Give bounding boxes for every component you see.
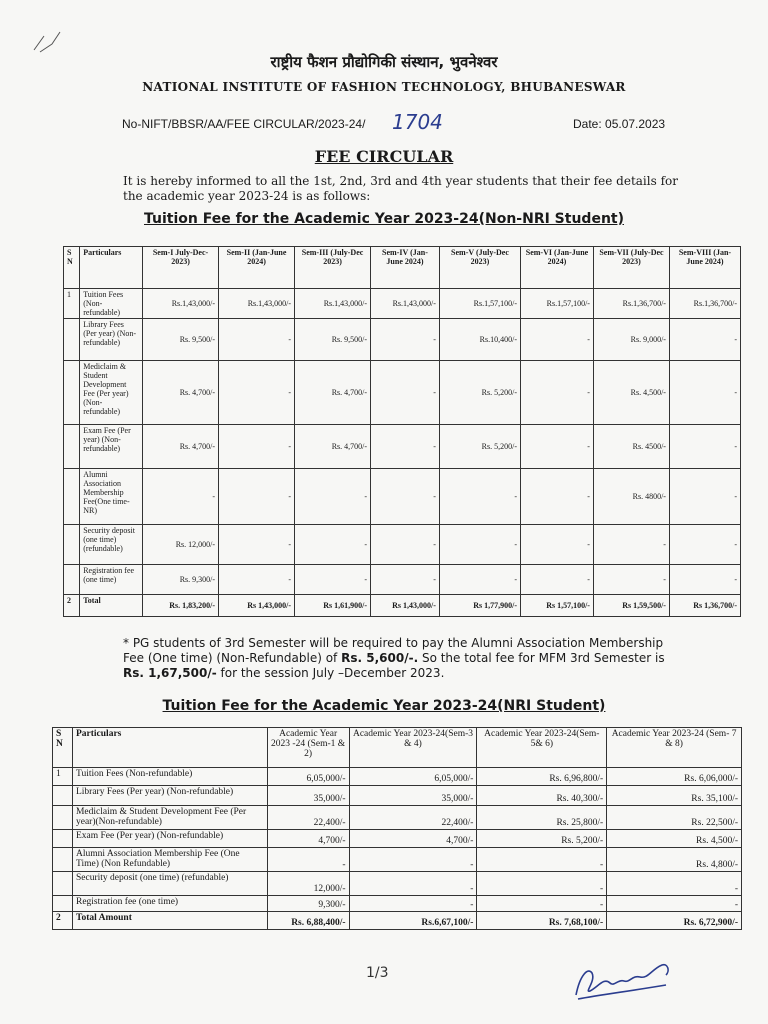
row-particular: Tuition Fees (Non-refundable) — [72, 768, 267, 786]
fee-cell: - — [607, 896, 742, 912]
row-particular: Registration fee (one time) — [80, 565, 143, 595]
fee-cell: - — [371, 469, 440, 525]
fee-cell: - — [593, 525, 669, 565]
table-row — [53, 768, 742, 786]
handwritten-number: 1704 — [392, 110, 443, 134]
table-header-row — [53, 728, 742, 768]
row-particular: Security deposit (one time) (refundable) — [80, 525, 143, 565]
fee-cell: Rs. 4,500/- — [593, 361, 669, 425]
fee-cell: Rs. 5,200/- — [477, 830, 607, 848]
column-header: Sem-VIII (Jan-June 2024) — [669, 247, 740, 289]
row-serial — [53, 806, 73, 830]
reference-number: No-NIFT/BBSR/AA/FEE CIRCULAR/2023-24/ — [122, 117, 366, 131]
fee-cell: - — [669, 565, 740, 595]
fee-cell: 6,05,000/- — [267, 768, 349, 786]
column-header: Sem-I July-Dec-2023) — [143, 247, 219, 289]
row-serial: 1 — [53, 768, 73, 786]
row-particular: Mediclaim & Student Development Fee (Per year)(Non-refundable) — [72, 806, 267, 830]
fee-cell: - — [439, 565, 520, 595]
fee-cell: - — [219, 319, 295, 361]
column-header: Sem-VI (Jan-June 2024) — [521, 247, 594, 289]
row-serial — [64, 425, 80, 469]
row-serial — [64, 469, 80, 525]
fee-cell: - — [477, 848, 607, 872]
table-row — [53, 830, 742, 848]
fee-cell: - — [371, 425, 440, 469]
total-label: Total — [80, 595, 143, 617]
fee-cell: Rs.1,43,000/- — [371, 289, 440, 319]
column-header: Sem-V (July-Dec 2023) — [439, 247, 520, 289]
pg-student-note — [123, 636, 683, 681]
fee-cell: Rs. 4,700/- — [143, 361, 219, 425]
total-cell: Rs 1,59,500/- — [593, 595, 669, 617]
fee-cell: Rs. 4,500/- — [607, 830, 742, 848]
note-text-2: So the total fee for MFM 3rd Semester is — [421, 651, 665, 665]
column-header: Sem-IV (Jan-June 2024) — [371, 247, 440, 289]
institute-hindi-name: राष्ट्रीय फैशन प्रौद्योगिकी संस्थान, भुवनेश्वर — [270, 53, 498, 71]
fee-cell: 9,300/- — [267, 896, 349, 912]
fee-cell: Rs. 35,100/- — [607, 786, 742, 806]
fee-cell: - — [477, 896, 607, 912]
row-serial: 1 — [64, 289, 80, 319]
nri-fee-table — [52, 727, 742, 930]
fee-cell: Rs. 4,700/- — [295, 361, 371, 425]
fee-cell: - — [593, 565, 669, 595]
fee-cell: Rs. 12,000/- — [143, 525, 219, 565]
total-row — [53, 912, 742, 930]
fee-cell: - — [607, 872, 742, 896]
total-cell: Rs 1,57,100/- — [521, 595, 594, 617]
column-header: Particulars — [72, 728, 267, 768]
fee-cell: Rs. 9,500/- — [143, 319, 219, 361]
total-cell: Rs. 7,68,100/- — [477, 912, 607, 930]
total-cell: Rs. 6,72,900/- — [607, 912, 742, 930]
row-particular: Library Fees (Per year) (Non-refundable) — [80, 319, 143, 361]
fee-cell: - — [371, 565, 440, 595]
fee-cell: - — [219, 469, 295, 525]
column-header: Sem-III (July-Dec 2023) — [295, 247, 371, 289]
fee-cell: - — [349, 872, 477, 896]
fee-cell: Rs.1,57,100/- — [521, 289, 594, 319]
total-cell: Rs. 6,88,400/- — [267, 912, 349, 930]
row-serial — [64, 525, 80, 565]
row-particular: Exam Fee (Per year) (Non-refundable) — [72, 830, 267, 848]
total-cell: Rs 1,36,700/- — [669, 595, 740, 617]
fee-cell: - — [669, 319, 740, 361]
column-header: Academic Year 2023-24(Sem-3 & 4) — [349, 728, 477, 768]
circular-date: Date: 05.07.2023 — [573, 117, 666, 131]
table-row — [64, 361, 741, 425]
fee-cell: Rs. 5,200/- — [439, 361, 520, 425]
table-row — [53, 786, 742, 806]
total-cell: Rs.6,67,100/- — [349, 912, 477, 930]
row-serial — [64, 319, 80, 361]
row-particular: Mediclaim & Student Development Fee (Per year)(Non-refundable) — [80, 361, 143, 425]
column-header: Academic Year 2023 -24 (Sem-1 & 2) — [267, 728, 349, 768]
row-particular: Library Fees (Per year) (Non-refundable) — [72, 786, 267, 806]
fee-cell: 35,000/- — [267, 786, 349, 806]
fee-cell: Rs. 9,500/- — [295, 319, 371, 361]
page-number: 1/3 — [366, 965, 389, 981]
fee-cell: - — [219, 565, 295, 595]
fee-cell: - — [521, 525, 594, 565]
fee-cell: 22,400/- — [267, 806, 349, 830]
total-cell: Rs 1,77,900/- — [439, 595, 520, 617]
note-amount-1: Rs. 5,600/-. — [341, 651, 419, 665]
note-text-3: for the session July –December 2023. — [220, 666, 445, 680]
fee-cell: Rs.1,43,000/- — [219, 289, 295, 319]
note-amount-2: Rs. 1,67,500/- — [123, 666, 217, 680]
row-serial — [53, 872, 73, 896]
fee-cell: 12,000/- — [267, 872, 349, 896]
fee-cell: - — [267, 848, 349, 872]
table-row — [64, 525, 741, 565]
row-serial — [64, 565, 80, 595]
fee-cell: - — [371, 361, 440, 425]
fee-cell: Rs.1,36,700/- — [593, 289, 669, 319]
column-header: S N — [64, 247, 80, 289]
circular-title: FEE CIRCULAR — [314, 147, 454, 166]
table-row — [64, 565, 741, 595]
fee-cell: - — [371, 319, 440, 361]
fee-cell: - — [521, 565, 594, 595]
non-nri-section-title: Tuition Fee for the Academic Year 2023-24(Non-NRI Student) — [144, 211, 624, 227]
fee-cell: - — [143, 469, 219, 525]
fee-cell: Rs.1,57,100/- — [439, 289, 520, 319]
signature-icon — [570, 955, 680, 1005]
fee-cell: - — [219, 425, 295, 469]
fee-cell: 4,700/- — [267, 830, 349, 848]
fee-cell: - — [295, 469, 371, 525]
fee-cell: Rs. 5,200/- — [439, 425, 520, 469]
fee-cell: Rs. 4,700/- — [295, 425, 371, 469]
row-particular: Registration fee (one time) — [72, 896, 267, 912]
table-row — [64, 469, 741, 525]
total-serial: 2 — [64, 595, 80, 617]
fee-cell: 22,400/- — [349, 806, 477, 830]
column-header: Sem-VII (July-Dec 2023) — [593, 247, 669, 289]
column-header: Particulars — [80, 247, 143, 289]
fee-cell: - — [219, 525, 295, 565]
total-cell: Rs 1,43,000/- — [371, 595, 440, 617]
fee-cell: - — [669, 469, 740, 525]
fee-cell: - — [521, 469, 594, 525]
fee-cell: Rs. 22,500/- — [607, 806, 742, 830]
fee-cell: Rs. 6,96,800/- — [477, 768, 607, 786]
total-label: Total Amount — [72, 912, 267, 930]
fee-cell: 35,000/- — [349, 786, 477, 806]
column-header: S N — [53, 728, 73, 768]
fee-cell: Rs. 4800/- — [593, 469, 669, 525]
fee-cell: 4,700/- — [349, 830, 477, 848]
fee-cell: Rs. 40,300/- — [477, 786, 607, 806]
fee-cell: - — [521, 361, 594, 425]
fee-cell: - — [371, 525, 440, 565]
fee-cell: - — [669, 525, 740, 565]
fee-cell: Rs. 4500/- — [593, 425, 669, 469]
fee-cell: - — [295, 565, 371, 595]
table-row — [53, 806, 742, 830]
institute-name: NATIONAL INSTITUTE OF FASHION TECHNOLOGY, BHUBANESWAR — [142, 80, 626, 94]
fee-cell: - — [669, 425, 740, 469]
fee-cell: Rs. 25,800/- — [477, 806, 607, 830]
fee-cell: Rs. 4,800/- — [607, 848, 742, 872]
row-serial — [53, 896, 73, 912]
row-particular: Alumni Association Membership Fee(One time-NR) — [80, 469, 143, 525]
fee-cell: - — [669, 361, 740, 425]
table-row — [64, 425, 741, 469]
row-particular: Tuition Fees (Non-refundable) — [80, 289, 143, 319]
fee-cell: - — [295, 525, 371, 565]
note-text-1: * PG students of 3rd Semester will be required to pay the Alumni Association Membership Fee (One time) (Non-Refundable) of — [123, 636, 664, 665]
total-serial: 2 — [53, 912, 73, 930]
fee-cell: Rs.1,43,000/- — [295, 289, 371, 319]
total-cell: Rs. 1,83,200/- — [143, 595, 219, 617]
fee-cell: Rs. 4,700/- — [143, 425, 219, 469]
fee-cell: - — [439, 469, 520, 525]
table-row — [64, 319, 741, 361]
nri-section-title: Tuition Fee for the Academic Year 2023-24(NRI Student) — [162, 698, 606, 714]
row-serial — [53, 786, 73, 806]
total-row — [64, 595, 741, 617]
column-header: Sem-II (Jan-June 2024) — [219, 247, 295, 289]
total-cell: Rs 1,61,900/- — [295, 595, 371, 617]
row-particular: Alumni Association Membership Fee (One Time) (Non Refundable) — [72, 848, 267, 872]
row-particular: Exam Fee (Per year) (Non-refundable) — [80, 425, 143, 469]
fee-cell: Rs. 9,300/- — [143, 565, 219, 595]
fee-cell: - — [219, 361, 295, 425]
fee-cell: Rs.10,400/- — [439, 319, 520, 361]
fee-cell: Rs.1,36,700/- — [669, 289, 740, 319]
non-nri-fee-table — [63, 246, 741, 617]
row-serial — [53, 830, 73, 848]
fee-cell: Rs.1,43,000/- — [143, 289, 219, 319]
fee-cell: - — [349, 848, 477, 872]
row-serial — [64, 361, 80, 425]
fee-cell: - — [521, 425, 594, 469]
row-serial — [53, 848, 73, 872]
fee-cell: - — [521, 319, 594, 361]
column-header: Academic Year 2023-24 (Sem- 7 & 8) — [607, 728, 742, 768]
row-particular: Security deposit (one time) (refundable) — [72, 872, 267, 896]
total-cell: Rs 1,43,000/- — [219, 595, 295, 617]
intro-paragraph: It is hereby informed to all the 1st, 2nd, 3rd and 4th year students that their fee details for the academic year 2023-24 is as follows: — [123, 174, 678, 203]
table-row — [53, 896, 742, 912]
column-header: Academic Year 2023-24(Sem-5& 6) — [477, 728, 607, 768]
fee-cell: - — [477, 872, 607, 896]
table-header-row — [64, 247, 741, 289]
table-row — [64, 289, 741, 319]
fee-cell: Rs. 6,06,000/- — [607, 768, 742, 786]
fee-cell: - — [349, 896, 477, 912]
table-row — [53, 848, 742, 872]
fee-cell: - — [439, 525, 520, 565]
fee-cell: Rs. 9,000/- — [593, 319, 669, 361]
fee-cell: 6,05,000/- — [349, 768, 477, 786]
table-row — [53, 872, 742, 896]
